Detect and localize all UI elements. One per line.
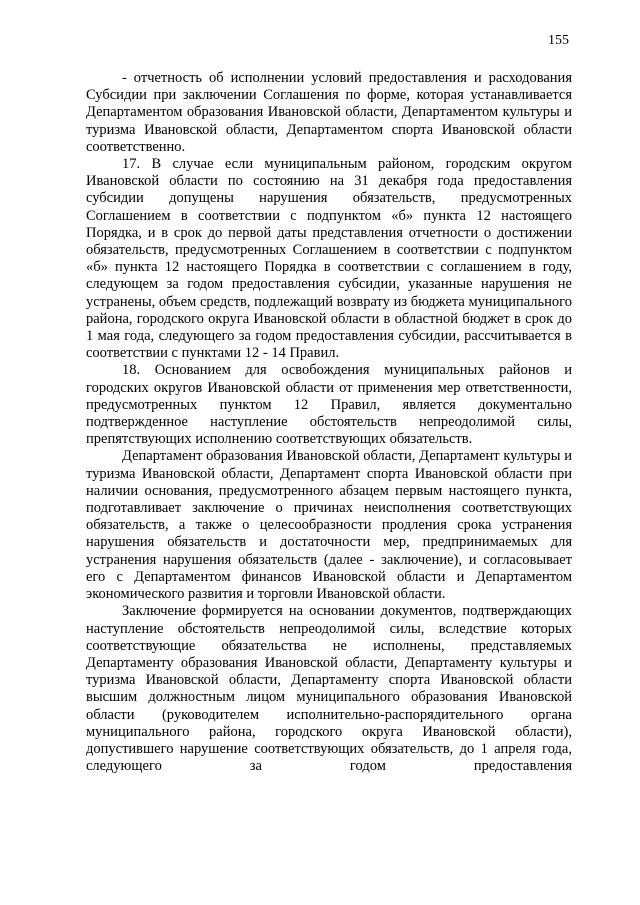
paragraph-departments-conclusion: Департамент образования Ивановской области, Департамент культуры и туризма Ивановской области, Департамент спорта Ивановской области при наличии основания, предусмотренного абзацем первым настоящего пункта, подготавливает заключение о причинах неисполнения соответствующих обязательств, а также о целесообразности продления срока устранения нарушения обязательств и достаточности мер, предпринимаемых для устранения нарушения обязательств (далее - заключение), и согласовывает его с Департаментом финансов Ивановской области и Департаментом экономического развития и торговли Ивановской области.: [86, 448, 572, 603]
paragraph-clause-17: 17. В случае если муниципальным районом, городским округом Ивановской области по состоянию на 31 декабря года предоставления субсидии допущены нарушения обязательств, предусмотренных Соглашением в соответствии с подпунктом «б» пункта 12 настоящего Порядка, и в срок до первой даты представления отчетности о достижении обязательств, предусмотренных Соглашением в соответствии с подпунктом «б» пункта 12 настоящего Порядка в соответствии с соглашением в году, следующем за годом предоставления субсидии, указанные нарушения не устранены, объем средств, подлежащий возврату из бюджета муниципального района, городского округа Ивановской области в областной бюджет в срок до 1 мая года, следующего за годом предоставления субсидии, рассчитывается в соответствии с пунктами 12 - 14 Правил.: [86, 156, 572, 362]
document-body: [86, 70, 572, 775]
page-number: 155: [548, 33, 569, 48]
paragraph-clause-18: 18. Основанием для освобождения муниципальных районов и городских округов Ивановской области от применения мер ответственности, предусмотренных пунктом 12 Правил, является документально подтвержденное наступление обстоятельств непреодолимой силы, препятствующих исполнению соответствующих обязательств.: [86, 362, 572, 448]
paragraph-reporting: - отчетность об исполнении условий предоставления и расходования Субсидии при заключении Соглашения по форме, которая устанавливается Департаментом образования Ивановской области, Департаментом культуры и туризма Ивановской области, Департаментом спорта Ивановской области соответственно.: [86, 70, 572, 155]
paragraph-conclusion-formation: Заключение формируется на основании документов, подтверждающих наступление обстоятельств непреодолимой силы, вследствие которых соответствующие обязательства не исполнены, представляемых Департаменту образования Ивановской области, Департаменту культуры и туризма Ивановской области, Департаменту спорта Ивановской области высшим должностным лицом муниципального образования Ивановской области (руководителем исполнительно-распорядительного органа муниципального района, городского округа Ивановской области), допустившего нарушение соответствующих обязательств, до 1 апреля года, следующего за годом предоставления: [86, 603, 572, 775]
